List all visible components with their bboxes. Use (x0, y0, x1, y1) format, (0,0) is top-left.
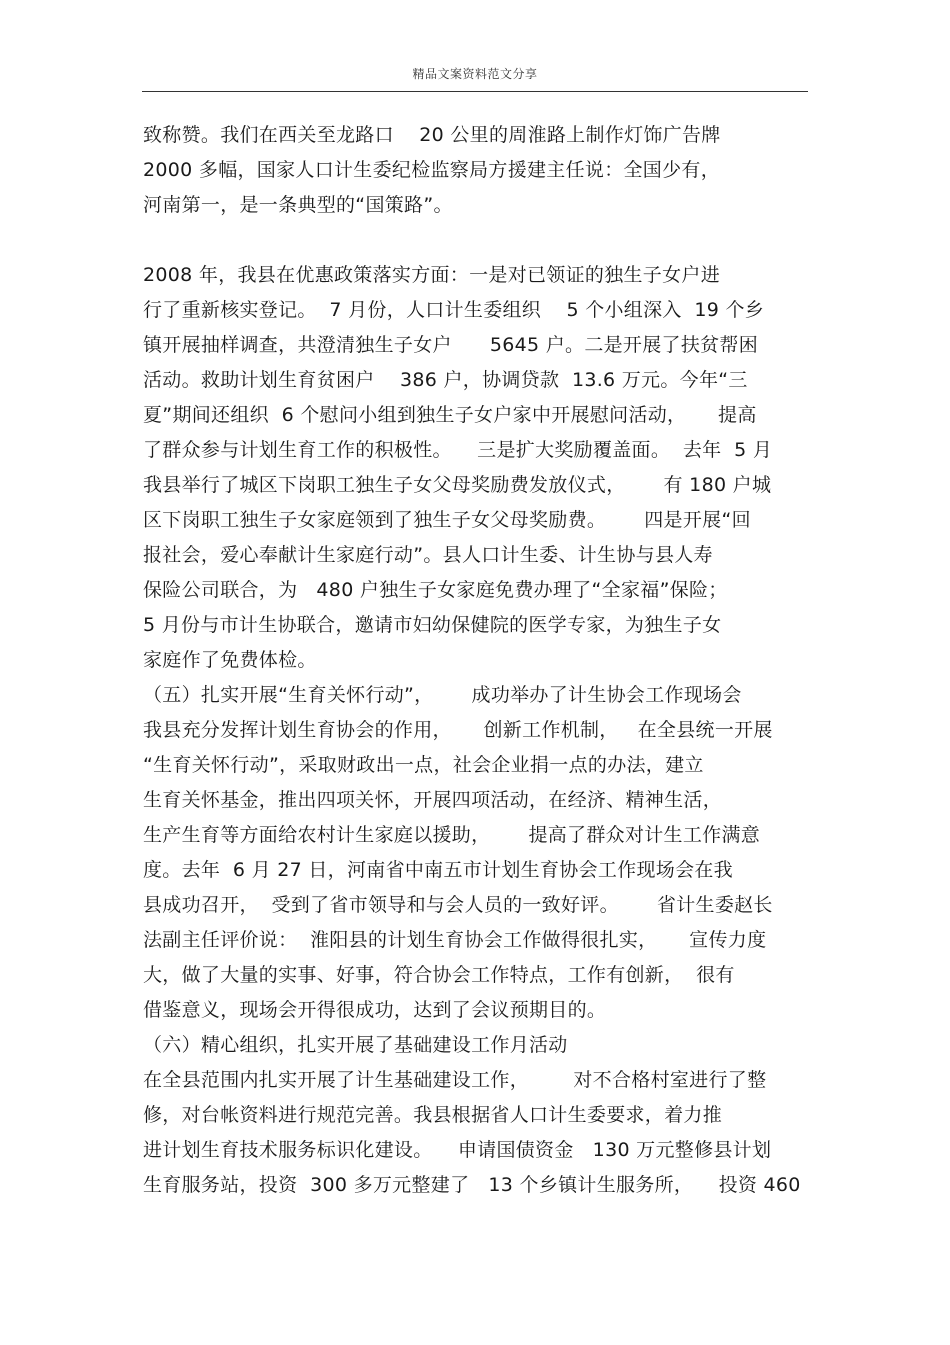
text-line: 生育服务站，投资 300 多万元整建了 13 个乡镇计生服务所， 投资 460 (143, 1174, 801, 1196)
text-line: 度。去年 6 月 27 日，河南省中南五市计划生育协会工作现场会在我 (143, 859, 733, 881)
section-heading-5: （五）扎实开展“生育关怀行动”， 成功举办了计生协会工作现场会 (143, 684, 742, 706)
text-line: 镇开展抽样调查，共澄清独生子女户 5645 户。二是开展了扶贫帮困 (143, 334, 759, 356)
text-line: 进计划生育技术服务标识化建设。 申请国债资金 130 万元整修县计划 (143, 1139, 772, 1161)
text-line: 县成功召开， 受到了省市领导和与会人员的一致好评。 省计生委赵长 (143, 894, 773, 916)
text-line: 生育关怀基金，推出四项关怀，开展四项活动，在经济、精神生活， (143, 789, 723, 811)
text-line: 我县举行了城区下岗职工独生子女父母奖励费发放仪式， 有 180 户城 (143, 474, 772, 496)
text-line: 了群众参与计划生育工作的积极性。 三是扩大奖励覆盖面。 去年 5 月 (143, 439, 773, 461)
text-line: 家庭作了免费体检。 (143, 649, 317, 671)
text-line: 修，对台帐资料进行规范完善。我县根据省人口计生委要求，着力推 (143, 1104, 723, 1126)
text-line: 生产生育等方面给农村计生家庭以援助， 提高了群众对计生工作满意 (143, 824, 761, 846)
text-line: 河南第一，是一条典型的“国策路”。 (143, 194, 453, 216)
text-line: 活动。救助计划生育贫困户 386 户，协调贷款 13.6 万元。今年“三 (143, 369, 748, 391)
text-line: 报社会，爱心奉献计生家庭行动”。县人口计生委、计生协与县人寿 (143, 544, 713, 566)
text-line: 5 月份与市计生协联合，邀请市妇幼保健院的医学专家，为独生子女 (143, 614, 722, 636)
text-line: 借鉴意义，现场会开得很成功，达到了会议预期目的。 (143, 999, 607, 1021)
text-line: 我县充分发挥计划生育协会的作用， 创新工作机制， 在全县统一开展 (143, 719, 773, 741)
paragraph-gap (143, 223, 823, 258)
text-line: “生育关怀行动”，采取财政出一点，社会企业捐一点的办法，建立 (143, 754, 704, 776)
text-line: 大，做了大量的实事、好事，符合协会工作特点，工作有创新， 很有 (143, 964, 735, 986)
text-line: 行了重新核实登记。 7 月份，人口计生委组织 5 个小组深入 19 个乡 (143, 299, 765, 321)
text-line: 夏”期间还组织 6 个慰问小组到独生子女户家中开展慰问活动， 提高 (143, 404, 757, 426)
page-header (142, 63, 808, 92)
document-body (143, 118, 823, 1203)
text-line: 区下岗职工独生子女家庭领到了独生子女父母奖励费。 四是开展“回 (143, 509, 751, 531)
text-line: 保险公司联合，为 480 户独生子女家庭免费办理了“全家福”保险； (143, 579, 728, 601)
text-line: 法副主任评价说： 淮阳县的计划生育协会工作做得很扎实， 宣传力度 (143, 929, 767, 951)
section-heading-6: （六）精心组织，扎实开展了基础建设工作月活动 (143, 1034, 568, 1056)
text-line: 2000 多幅，国家人口计生委纪检监察局方援建主任说：全国少有， (143, 159, 720, 181)
text-line: 致称赞。我们在西关至龙路口 20 公里的周淮路上制作灯饰广告牌 (143, 124, 721, 146)
text-line: 在全县范围内扎实开展了计生基础建设工作， 对不合格村室进行了整 (143, 1069, 767, 1091)
text-line: 2008 年，我县在优惠政策落实方面：一是对已领证的独生子女户进 (143, 264, 720, 286)
header-title: 精品文案资料范文分享 (412, 67, 538, 81)
